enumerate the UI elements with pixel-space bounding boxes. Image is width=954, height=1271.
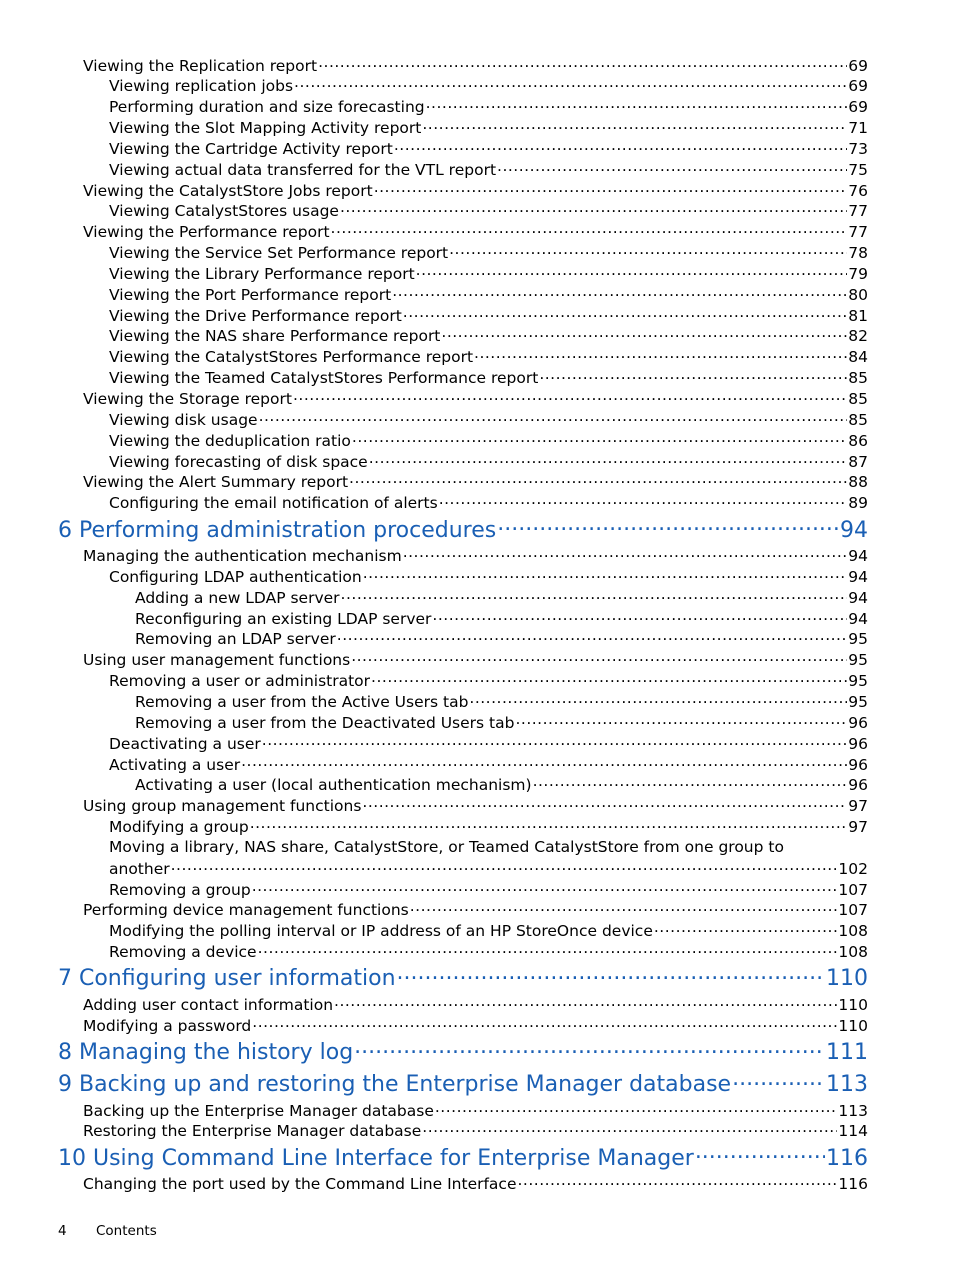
- toc-entry-title: Viewing the Storage report: [83, 390, 292, 408]
- toc-entry-page-number: 71: [848, 119, 868, 138]
- toc-entry-page-number: 79: [848, 264, 868, 283]
- dot-leader: [362, 796, 847, 812]
- toc-entry[interactable]: [58, 608, 868, 629]
- toc-entry-title: Viewing the CatalystStore Jobs report: [83, 181, 373, 200]
- toc-entry-title: Activating a user (local authentication mechanism): [135, 776, 532, 795]
- toc-entry[interactable]: [58, 347, 868, 368]
- toc-entry-title: Viewing the Replication report: [83, 56, 318, 75]
- toc-entry-page-number: 85: [848, 390, 868, 408]
- dot-leader: [171, 858, 838, 874]
- toc-entry[interactable]: [58, 263, 868, 284]
- dot-leader: [441, 326, 847, 342]
- dot-leader: [351, 650, 847, 666]
- toc-entry-title: Viewing the Cartridge Activity report: [109, 139, 393, 158]
- dot-leader: [654, 921, 838, 937]
- toc-entry-page-number: 75: [848, 160, 868, 179]
- dot-leader: [539, 368, 847, 384]
- toc-entry-title: Viewing the CatalystStores Performance report: [109, 348, 474, 367]
- toc-entry-title: Removing a user or administrator: [109, 672, 371, 691]
- toc-entry-title: Viewing the Port Performance report: [109, 285, 392, 304]
- dot-leader: [403, 305, 847, 321]
- toc-entry-title: Viewing forecasting of disk space: [109, 452, 368, 471]
- dot-leader: [331, 222, 848, 238]
- toc-entry[interactable]: [58, 942, 868, 963]
- toc-entry[interactable]: [58, 76, 868, 97]
- toc-entry-page-number: 116: [826, 1145, 868, 1171]
- toc-entry-page-number: 69: [848, 98, 868, 117]
- toc-entry-title: Removing a device: [109, 943, 257, 962]
- toc-entry-title: Viewing the Performance report: [83, 223, 330, 242]
- toc-entry-wrapped-line[interactable]: Moving a library, NAS share, CatalystStore, or Teamed CatalystStore from one group to: [109, 838, 784, 857]
- dot-leader: [474, 347, 847, 363]
- toc-entry-page-number: 95: [848, 630, 868, 649]
- toc-chapter-entry[interactable]: [58, 1143, 868, 1174]
- toc-entry[interactable]: [58, 472, 868, 493]
- toc-entry-title: Viewing replication jobs: [109, 77, 294, 96]
- toc-entry-page-number: 77: [848, 202, 868, 221]
- dot-leader: [363, 566, 848, 582]
- toc-entry[interactable]: [58, 587, 868, 608]
- dot-leader: [435, 1100, 838, 1116]
- table-of-contents: [58, 55, 868, 1195]
- toc-entry-title: Adding user contact information: [83, 995, 334, 1014]
- dot-leader: [426, 97, 848, 113]
- toc-entry[interactable]: [58, 1174, 868, 1195]
- toc-entry-page-number: 107: [838, 880, 868, 899]
- dot-leader: [259, 409, 848, 425]
- toc-entry-page-number: 113: [838, 1101, 868, 1120]
- toc-entry-page-number: 97: [848, 818, 868, 837]
- dot-leader: [515, 712, 847, 728]
- toc-entry-title: Reconfiguring an existing LDAP server: [135, 609, 432, 628]
- dot-leader: [294, 76, 847, 92]
- dot-leader: [293, 389, 847, 405]
- toc-entry-page-number: 96: [848, 776, 868, 795]
- toc-entry[interactable]: [58, 201, 868, 222]
- toc-entry-title: Modifying a password: [83, 1016, 252, 1035]
- toc-entry-title: Viewing the Drive Performance report: [109, 306, 402, 325]
- dot-leader: [394, 138, 847, 154]
- toc-entry[interactable]: [58, 858, 868, 879]
- toc-entry-page-number: 96: [848, 734, 868, 753]
- dot-leader: [371, 671, 847, 687]
- toc-entry-title: Using user management functions: [83, 651, 351, 670]
- toc-entry[interactable]: [58, 994, 868, 1015]
- toc-entry-page-number: 110: [838, 995, 868, 1014]
- toc-entry-title: Using group management functions: [83, 797, 362, 816]
- toc-entry-title: Performing device management functions: [83, 901, 409, 920]
- toc-entry-title: Removing a group: [109, 880, 251, 899]
- toc-entry[interactable]: [58, 900, 868, 921]
- toc-entry-page-number: 96: [848, 755, 868, 774]
- dot-leader: [318, 55, 847, 71]
- toc-entry-title: Viewing the Alert Summary report: [83, 473, 349, 492]
- toc-entry-title: Viewing the Library Performance report: [109, 264, 415, 283]
- toc-entry-page-number: 81: [848, 306, 868, 325]
- dot-leader: [354, 1037, 825, 1059]
- toc-entry-title: 8 Managing the history log: [58, 1040, 354, 1066]
- toc-entry-page-number: 69: [848, 56, 868, 75]
- toc-entry-title: Configuring the email notification of alerts: [109, 494, 438, 513]
- toc-entry-page-number: 94: [840, 517, 868, 543]
- toc-entry[interactable]: [58, 159, 868, 180]
- toc-entry-title: Activating a user: [109, 755, 241, 774]
- dot-leader: [337, 629, 848, 645]
- toc-entry-page-number: 95: [848, 692, 868, 711]
- toc-entry[interactable]: [58, 368, 868, 389]
- toc-entry-page-number: 110: [838, 1016, 868, 1035]
- toc-entry[interactable]: [58, 55, 868, 76]
- toc-entry-page-number: 84: [848, 348, 868, 367]
- toc-entry-page-number: 89: [848, 494, 868, 513]
- toc-entry-page-number: 88: [848, 473, 868, 492]
- toc-entry-page-number: 94: [848, 609, 868, 628]
- dot-leader: [533, 775, 848, 791]
- toc-entry-title: Viewing the deduplication ratio: [109, 431, 351, 450]
- toc-entry[interactable]: [58, 733, 868, 754]
- toc-entry-title: Modifying the polling interval or IP address of an HP StoreOnce device: [109, 922, 653, 941]
- toc-entry-page-number: 113: [826, 1072, 868, 1098]
- dot-leader: [518, 1174, 838, 1190]
- footer-page-number: 4: [58, 1223, 67, 1239]
- toc-entry-page-number: 69: [848, 77, 868, 96]
- toc-entry[interactable]: [58, 691, 868, 712]
- toc-entry-title: Restoring the Enterprise Manager database: [83, 1122, 422, 1141]
- toc-entry[interactable]: [58, 305, 868, 326]
- toc-entry-title: Deactivating a user: [109, 734, 261, 753]
- page-footer: [58, 1223, 157, 1239]
- toc-entry-page-number: 114: [838, 1122, 868, 1141]
- toc-entry-page-number: 86: [848, 431, 868, 450]
- toc-entry-title: Removing an LDAP server: [135, 630, 336, 649]
- toc-entry[interactable]: [58, 243, 868, 264]
- toc-entry[interactable]: [58, 566, 868, 587]
- toc-entry-page-number: 85: [848, 369, 868, 388]
- toc-entry-title: Viewing disk usage: [109, 410, 258, 429]
- dot-leader: [262, 733, 848, 749]
- toc-entry[interactable]: [58, 409, 868, 430]
- toc-entry-title: Viewing CatalystStores usage: [109, 202, 339, 221]
- dot-leader: [369, 451, 848, 467]
- dot-leader: [252, 879, 838, 895]
- toc-entry-title: Viewing actual data transferred for the VTL report: [109, 160, 497, 179]
- toc-entry[interactable]: [58, 222, 868, 243]
- toc-entry-page-number: 116: [838, 1175, 868, 1194]
- toc-entry[interactable]: [58, 451, 868, 472]
- toc-entry[interactable]: [58, 284, 868, 305]
- toc-entry-page-number: 96: [848, 713, 868, 732]
- toc-entry-page-number: 95: [848, 672, 868, 691]
- dot-leader: [422, 1121, 837, 1137]
- toc-entry-page-number: 82: [848, 327, 868, 346]
- dot-leader: [341, 587, 848, 603]
- dot-leader: [340, 201, 847, 217]
- toc-entry-title: another: [109, 859, 170, 878]
- toc-entry[interactable]: [58, 775, 868, 796]
- toc-entry-page-number: 85: [848, 410, 868, 429]
- toc-entry-page-number: 108: [838, 943, 868, 962]
- dot-leader: [349, 472, 847, 488]
- toc-entry[interactable]: [58, 118, 868, 139]
- dot-leader: [334, 994, 837, 1010]
- toc-entry[interactable]: [58, 546, 868, 567]
- toc-entry[interactable]: [58, 1015, 868, 1036]
- toc-entry[interactable]: [58, 671, 868, 692]
- dot-leader: [732, 1069, 825, 1091]
- toc-entry[interactable]: [58, 1100, 868, 1121]
- toc-entry-title: Viewing the NAS share Performance report: [109, 327, 441, 346]
- toc-entry-title: Configuring LDAP authentication: [109, 567, 362, 586]
- toc-chapter-entry[interactable]: [58, 1037, 868, 1068]
- dot-leader: [374, 180, 848, 196]
- toc-chapter-entry[interactable]: [58, 1069, 868, 1100]
- toc-entry[interactable]: [58, 180, 868, 201]
- toc-entry-title: Backing up the Enterprise Manager database: [83, 1101, 434, 1120]
- toc-entry[interactable]: [58, 650, 868, 671]
- toc-entry-title: 9 Backing up and restoring the Enterprise Manager database: [58, 1072, 732, 1098]
- toc-entry-page-number: 107: [838, 901, 868, 920]
- toc-entry-title: Modifying a group: [109, 818, 249, 837]
- toc-entry-title: 6 Performing administration procedures: [58, 517, 497, 543]
- toc-entry-title: 7 Configuring user information: [58, 966, 396, 992]
- toc-entry-page-number: 94: [848, 547, 868, 566]
- toc-entry-page-number: 94: [848, 588, 868, 607]
- dot-leader: [439, 493, 848, 509]
- toc-entry-page-number: 80: [848, 285, 868, 304]
- toc-entry-title: 10 Using Command Line Interface for Enterprise Manager: [58, 1145, 694, 1171]
- dot-leader: [416, 263, 848, 279]
- dot-leader: [403, 546, 848, 562]
- toc-entry-page-number: 76: [848, 181, 868, 200]
- footer-section-title: Contents: [96, 1223, 157, 1239]
- toc-entry-title: Changing the port used by the Command Line Interface: [83, 1175, 517, 1194]
- toc-entry[interactable]: [58, 754, 868, 775]
- toc-entry-page-number: 97: [848, 797, 868, 816]
- toc-entry[interactable]: [58, 138, 868, 159]
- toc-entry[interactable]: [58, 326, 868, 347]
- toc-entry[interactable]: [58, 389, 868, 410]
- toc-entry[interactable]: [58, 921, 868, 942]
- toc-entry-title: Viewing the Service Set Performance report: [109, 244, 449, 263]
- toc-entry[interactable]: [58, 817, 868, 838]
- toc-entry-page-number: 95: [848, 651, 868, 670]
- toc-chapter-entry[interactable]: [58, 515, 868, 546]
- dot-leader: [497, 159, 847, 175]
- toc-entry-page-number: 73: [848, 139, 868, 158]
- toc-entry-title: Viewing the Slot Mapping Activity report: [109, 119, 422, 138]
- dot-leader: [410, 900, 838, 916]
- toc-entry[interactable]: [58, 879, 868, 900]
- dot-leader: [469, 691, 847, 707]
- dot-leader: [449, 243, 847, 259]
- dot-leader: [250, 817, 848, 833]
- toc-entry[interactable]: [58, 629, 868, 650]
- dot-leader: [432, 608, 847, 624]
- toc-entry[interactable]: [58, 796, 868, 817]
- toc-entry[interactable]: [58, 430, 868, 451]
- toc-entry-title: Managing the authentication mechanism: [83, 547, 402, 566]
- dot-leader: [497, 515, 839, 537]
- toc-entry-title: Removing a user from the Active Users tab: [135, 692, 469, 711]
- toc-entry[interactable]: [58, 97, 868, 118]
- dot-leader: [397, 963, 825, 985]
- toc-entry-page-number: 77: [848, 223, 868, 242]
- toc-entry-title: Removing a user from the Deactivated Users tab: [135, 713, 515, 732]
- toc-entry-page-number: 110: [826, 966, 868, 992]
- toc-entry[interactable]: [58, 493, 868, 514]
- toc-entry-page-number: 87: [848, 452, 868, 471]
- dot-leader: [392, 284, 847, 300]
- toc-entry[interactable]: [58, 712, 868, 733]
- dot-leader: [241, 754, 847, 770]
- dot-leader: [695, 1143, 825, 1165]
- toc-entry-page-number: 94: [848, 567, 868, 586]
- toc-entry[interactable]: [58, 1121, 868, 1142]
- toc-chapter-entry[interactable]: [58, 963, 868, 994]
- dot-leader: [252, 1015, 837, 1031]
- toc-entry-page-number: 102: [838, 859, 868, 878]
- toc-entry-title: Viewing the Teamed CatalystStores Performance report: [109, 369, 539, 388]
- dot-leader: [422, 118, 847, 134]
- toc-entry-title: Performing duration and size forecasting: [109, 98, 425, 117]
- toc-entry-page-number: 111: [826, 1040, 868, 1066]
- toc-entry-page-number: 108: [838, 922, 868, 941]
- toc-entry-page-number: 78: [848, 244, 868, 263]
- dot-leader: [352, 430, 847, 446]
- toc-entry-title: Adding a new LDAP server: [135, 588, 340, 607]
- dot-leader: [258, 942, 838, 958]
